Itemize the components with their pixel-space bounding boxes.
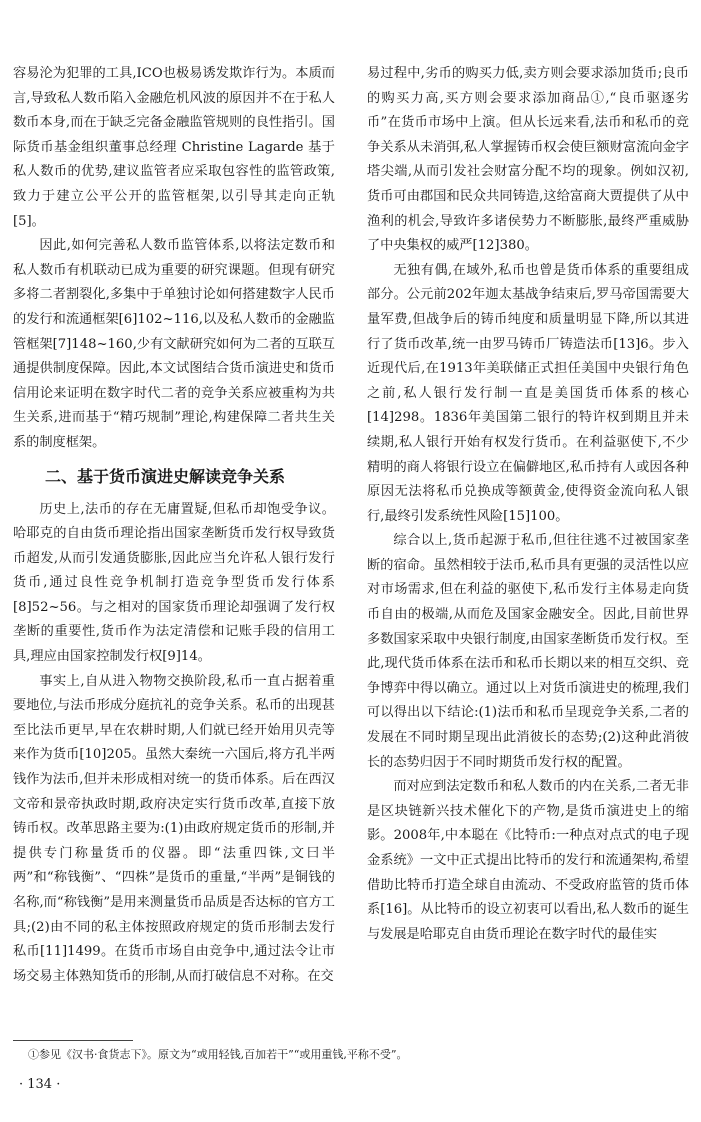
body-paragraph: 而对应到法定数币和私人数币的内在关系,二者无非是区块链新兴技术催化下的产物,是货币演进史上的缩影。2008年,中本聪在《比特币:一种点对点式的电子现金系统》一文中正式提出比特币的发行和流通架构,希望借助比特币打造全球自由流动、不受政府监管的货币体系[16]。从比特币的设立初衷可以看出,私人数币的诞生与发展是哈耶克自由货币理论在数字时代的最佳实 — [367, 779, 689, 942]
body-paragraph: 历史上,法币的存在无庸置疑,但私币却饱受争议。哈耶克的自由货币理论指出国家垄断货币发行权导致货币超发,从而引发通货膨胀,因此应当允许私人银行发行货币,通过良性竞争机制打造竞争型货币发行体系[8]52~56。与之相对的国家货币理论却强调了发行权垄断的重要性,货币作为法定清偿和记账手段的信用工具,理应由国家控制发行权[9]14。 — [13, 501, 335, 665]
body-paragraph: 综合以上,货币起源于私币,但往往逃不过被国家垄断的宿命。虽然相较于法币,私币具有更强的灵活性以应对市场需求,但在利益的驱使下,私币发行主体易走向货币自由的极端,从而危及国家金融安全。因此,目前世界多数国家采取中央银行制度,由国家垄断货币发行权。至此,现代货币体系在法币和私币长期以来的相互交织、竞争博弈中得以确立。通过以上对货币演进史的梳理,我们可以得出以下结论:(1)法币和私币呈现竞争关系,二者的发展在不同时期呈现出此消彼长的态势;(2)这种此消彼长的态势归因于不同时期货币发行权的配置。 — [367, 533, 689, 770]
footnote: ①参见《汉书·食货志下》。原文为“或用轻钱,百加若干”“或用重钱,平称不受”。 — [28, 1048, 408, 1061]
left-column — [13, 62, 335, 989]
body-paragraph: 无独有偶,在域外,私币也曾是货币体系的重要组成部分。公元前202年迦太基战争结束后,罗马帝国需要大量军费,但战争后的铸币纯度和质量明显下降,所以其进行了货币改革,统一由罗马铸币厂铸造法币[13]6。步入近现代后,在1913年美联储正式担任美国中央银行角色之前,私人银行发行制一直是美国货币体系的核心[14]298。1836年美国第二银行的特许权到期且并未续期,私人银行开始有权发行货币。在利益驱使下,不少精明的商人将银行设立在偏僻地区,私币持有人或因各种原因无法将私币兑换成等额黄金,使得资金流向私人银行,最终引发系统性风险[15]100。 — [367, 262, 689, 524]
body-paragraph: 因此,如何完善私人数币监管体系,以将法定数币和私人数币有机联动已成为重要的研究课题。但现有研究多将二者割裂化,多集中于单独讨论如何搭建数字人民币的发行和流通框架[6]102~116,以及私人数币的金融监管框架[7]148~160,少有文献研究如何为二者的互联互通提供制度保障。因此,本文试图结合货币演进史和货币信用论来证明在数字时代二者的竞争关系应被重构为共生关系,进而基于“精巧规制”理论,构建保障二者共生关系的制度框架。 — [13, 238, 335, 450]
page-number: · 134 · — [19, 1077, 61, 1092]
body-paragraph: 易过程中,劣币的购买力低,卖方则会要求添加货币;良币的购买力高,买方则会要求添加商品①,“良币驱逐劣币”在货币市场中上演。但从长远来看,法币和私币的竞争关系从未消弭,私人掌握铸币权会使巨额财富流向金字塔尖端,从而引发社会财富分配不均的现象。例如汉初,货币可由郡国和民众共同铸造,这给富商大贾提供了从中渔利的机会,导致许多诸侯势力不断膨胀,最终严重威胁了中央集权的威严[12]380。 — [367, 66, 689, 254]
body-paragraph: 事实上,自从进入物物交换阶段,私币一直占据着重要地位,与法币形成分庭抗礼的竞争关系。私币的出现甚至比法币更早,早在农耕时期,人们就已经开始用贝壳等来作为货币[10]205。虽然大秦统一六国后,将方孔半两钱作为法币,但并未形成相对统一的货币体系。后在西汉文帝和景帝执政时期,政府决定实行货币改革,直接下放铸币权。改革思路主要为:(1)由政府规定货币的形制,并提供专门称量货币的仪器。即“法重四铢,文曰半两”和“称钱衡”、“四株”是货币的重量,“半两”是铜钱的名称,而“称钱衡”是用来测量货币品质是否达标的官方工具;(2)由不同的私主体按照政府规定的货币形制去发行私币[11]1499。在货币市场自由竞争中,通过法令让市场交易主体熟知货币的形制,从而打破信息不对称。在交 — [13, 673, 335, 984]
section-heading: 二、基于货币演进史解读竞争关系 — [45, 466, 286, 486]
footnote-divider — [13, 1040, 133, 1041]
right-column — [367, 62, 689, 947]
body-paragraph: 容易沦为犯罪的工具,ICO也极易诱发欺诈行为。本质而言,导致私人数币陷入金融危机风波的原因并不在于私人数币本身,而在于缺乏完备金融监管规则的良性指引。国际货币基金组织董事总经理 Christine Lagarde 基于私人数币的优势,建议监管者应采取包容性的监管政策,致力于建立公平公开的监管框架,以引导其走向正轨[5]。 — [13, 66, 335, 229]
